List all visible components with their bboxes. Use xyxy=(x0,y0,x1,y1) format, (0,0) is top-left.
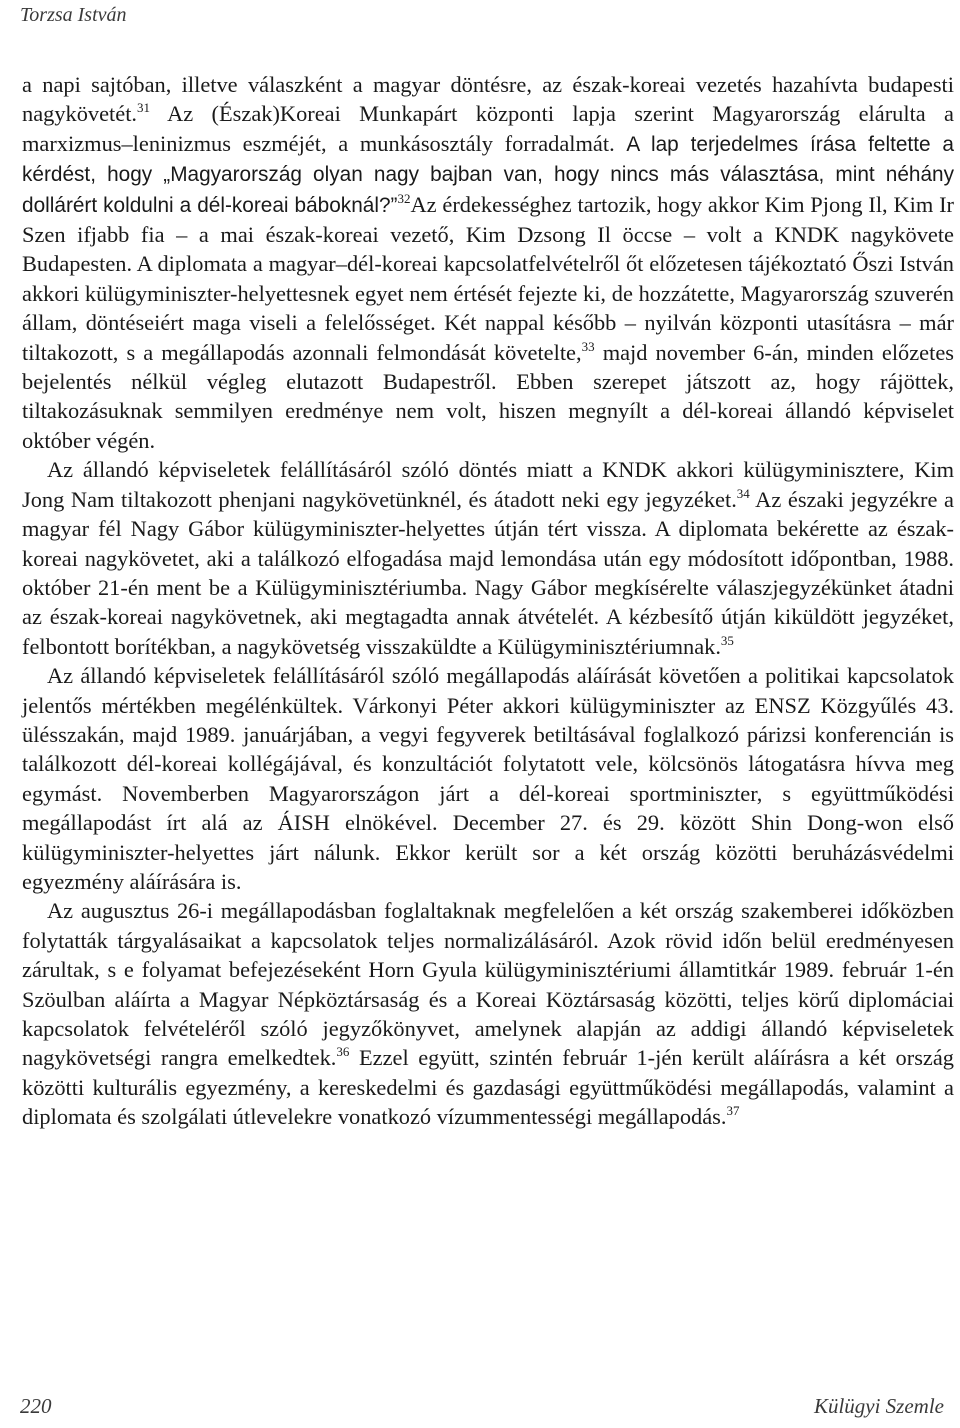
text-run: Az augusztus 26-i megállapodásban foglaltaknak megfelelően a két ország szakemberei időközben folytatták tárgyalásaikat a kapcsolatok teljes normalizálásáról. Azok rövid időn belül eredményesen zárultak, s e folyamat befejezéseként Horn Gyula külügyminisztériumi államtitkár 1989. február 1-én Szöulban aláírta a Magyar Népköztársaság és a Koreai Köztársaság közötti, teljes körű diplomáciai kapcsolatok felvételéről szóló jegyzőkönyvet, amelynek alapján az addigi állandó képviseletek nagykövetségi rangra emelkedtek. xyxy=(22,898,954,1071)
footnote-ref-36: 36 xyxy=(336,1044,350,1060)
footnote-ref-31: 31 xyxy=(137,100,151,116)
footnote-ref-34: 34 xyxy=(736,485,750,501)
text-run: Ezzel együtt, szintén február 1-jén került aláírásra a két ország közötti kulturális egyezmény, a kereskedelmi és gazdasági együttműködési megállapodás, valamint a diplomata és szolgálati útlevelekre vonatkozó vízummentességi megállapodás. xyxy=(22,1045,954,1130)
footnote-ref-32: 32 xyxy=(397,190,411,206)
footnote-ref-33: 33 xyxy=(581,338,595,354)
paragraph-3 xyxy=(22,661,954,896)
footnote-ref-37: 37 xyxy=(726,1103,740,1119)
journal-title: Külügyi Szemle xyxy=(813,1394,944,1418)
paragraph-4 xyxy=(22,896,954,1131)
text-run: Az állandó képviseletek felállításáról szóló döntés miatt a KNDK akkori külügyminisztere, Kim Jong Nam tiltakozott phenjani nagykövetünknél, és átadott neki egy jegyzéket. xyxy=(22,457,954,512)
running-head-author: Torzsa István xyxy=(20,4,127,26)
text-run: Az (Észak)Koreai Munkapárt központi lapja szerint Magyarország elárulta a marxizmus–leninizmus eszméjét, a munkásosztály forradalmát. xyxy=(22,101,954,156)
paragraph-1 xyxy=(22,70,954,455)
text-run: Az északi jegyzékre a magyar fél Nagy Gábor külügyminiszter-helyettes útján tért vissza. A diplomata bekérette az észak-koreai nagykövetet, aki a találkozó elfogadása majd lemondása után egy módosított időpontban, 1988. október 21-én ment be a Külügyminisztériumba. Nagy Gábor megkísérelte válaszjegyzékünket átadni az észak-koreai nagykövetnek, aki megtagadta annak átvételét. A kézbesítő útján kiküldött jegyzéket, felbontott borítékban, a nagykövetség visszaküldte a Külügyminisztériumnak. xyxy=(22,486,954,659)
footnote-ref-35: 35 xyxy=(720,632,734,648)
quoted-text-run: A lap terjedelmes írása feltette a kérdést, hogy „Magyarország olyan nagy bajban van, hogy nincs más választása, mint néhány dollárért koldulni a dél-koreai báboknál?” xyxy=(22,132,954,217)
text-run: Az állandó képviseletek felállításáról szóló megállapodás aláírását követően a politikai kapcsolatok jelentős mértékben megélénkültek. Várkonyi Péter akkori külügyminiszter az ENSZ Közgyűlés 43. ülésszakán, majd 1989. januárjában, a vegyi fegyverek betiltásával foglalkozó párizsi konferencián is találkozott dél-koreai kollégájával, és konzultációt folytatott vele, kölcsönös látogatásra hívva meg egymást. Novemberben Magyarországon járt a dél-koreai sportminiszter, s együttműködési megállapodást írt alá az ÁISH elnökével. December 27. és 29. között Shin Dong-won első külügyminiszter-helyettes járt nálunk. Ekkor került sor a két ország közötti beruházásvédelmi egyezmény aláírására is. xyxy=(22,663,954,894)
article-body xyxy=(22,70,954,1132)
paragraph-2 xyxy=(22,455,954,661)
text-run: Az érdekességhez tartozik, hogy akkor Kim Pjong Il, Kim Ir Szen ifjabb fia – a mai észak-koreai vezető, Kim Dzsong Il öccse – volt a KNDK nagykövete Budapesten. A diplomata a magyar–dél-koreai kapcsolatfelvételről őt előzetesen tájékoztató Őszi István akkori külügyminiszter-helyettesnek egyet nem értését fejezte ki, de hozzátette, Magyarország szuverén állam, döntéseiért maga viseli a felelősséget. Két nappal később – nyilván központi utasításra – már tiltakozott, s a megállapodás azonnali felmondását követelte, xyxy=(22,191,954,365)
text-run: majd november 6-án, minden előzetes bejelentés nélkül végleg elutazott Budapestről. Ebben szerepet játszott az, hogy rájöttek, tiltakozásuknak semmilyen eredménye nem volt, hiszen megnyílt a dél-koreai állandó képviselet október végén. xyxy=(22,339,954,453)
page-number: 220 xyxy=(20,1394,52,1418)
text-run: a napi sajtóban, illetve válaszként a magyar döntésre, az észak-koreai vezetés hazahívta budapesti nagykövetét. xyxy=(22,72,954,127)
